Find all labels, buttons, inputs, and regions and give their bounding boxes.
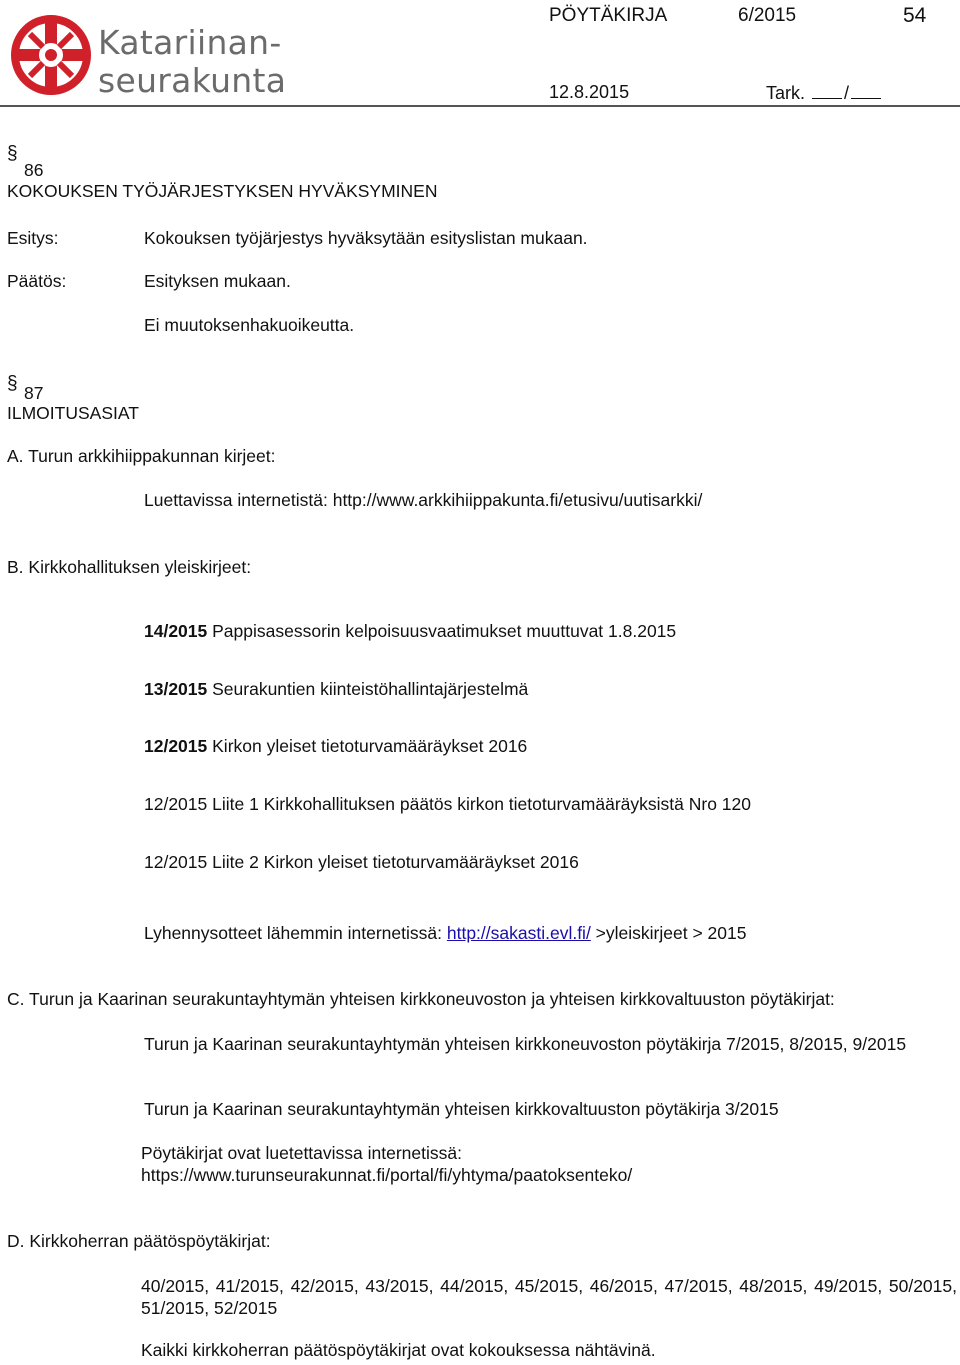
paatos-text: Esityksen mukaan.	[144, 271, 291, 291]
section-86-title: KOKOUKSEN TYÖJÄRJESTYKSEN HYVÄKSYMINEN	[7, 181, 438, 201]
item-text: 12/2015 Liite 1 Kirkkohallituksen päätös kirkon tietoturvamääräyksistä Nro 120	[144, 794, 751, 814]
item-text: Pappisasessorin kelpoisuusvaatimukset muuttuvat 1.8.2015	[207, 621, 677, 641]
item-number: 13/2015	[144, 679, 208, 699]
header-divider	[0, 105, 960, 107]
section-87-title: ILMOITUSASIAT	[7, 403, 139, 423]
page-number: 54	[903, 4, 927, 27]
esitys-label: Esitys:	[7, 228, 59, 248]
heading-b: B. Kirkkohallituksen yleiskirjeet:	[7, 557, 252, 577]
list-item	[144, 621, 676, 642]
list-item	[144, 679, 528, 700]
heading-d-text-2: Kaikki kirkkoherran päätöspöytäkirjat ovat kokouksessa nähtävinä.	[141, 1340, 656, 1360]
sakasti-suffix: >yleiskirjeet > 2015	[590, 923, 747, 943]
list-item	[144, 852, 579, 873]
tark-label: Tark.	[766, 83, 806, 103]
tark-separator: /	[844, 83, 850, 103]
logo-wordmark	[98, 24, 286, 100]
tark-blank-2	[851, 82, 881, 99]
heading-c-text-3a: Pöytäkirjat ovat luetettavissa internetissä:	[141, 1143, 462, 1163]
esitys-text: Kokouksen työjärjestys hyväksytään esityslistan mukaan.	[144, 228, 588, 248]
sakasti-line	[144, 923, 746, 944]
doc-number: 6/2015	[738, 5, 797, 26]
list-item	[144, 736, 527, 757]
section-87-number: 87	[24, 383, 44, 403]
sakasti-link[interactable]: http://sakasti.evl.fi/	[446, 923, 591, 943]
logo-line-1: Katariinan-	[98, 23, 282, 62]
item-text: Kirkon yleiset tietoturvamääräykset 2016	[207, 736, 528, 756]
sakasti-prefix: Lyhennysotteet lähemmin internetissä:	[144, 923, 447, 943]
heading-c-text-1: Turun ja Kaarinan seurakuntayhtymän yhteisen kirkkoneuvoston pöytäkirja 7/2015, 8/2015, 9/2015	[144, 1034, 907, 1054]
tark-field	[766, 82, 883, 105]
section-86-number: 86	[24, 160, 44, 180]
section-sign-86: §	[7, 143, 18, 164]
item-number: 12/2015	[144, 736, 208, 756]
parish-logo-icon	[10, 14, 92, 96]
paatos-label: Päätös:	[7, 271, 67, 291]
section-sign-87: §	[7, 373, 18, 394]
doc-date: 12.8.2015	[549, 82, 630, 102]
item-text: 12/2015 Liite 2 Kirkon yleiset tietoturvamääräykset 2016	[144, 852, 579, 872]
item-text: Seurakuntien kiinteistöhallintajärjestelmä	[207, 679, 529, 699]
item-number: 14/2015	[144, 621, 208, 641]
list-item	[144, 794, 751, 815]
heading-a-text: Luettavissa internetistä: http://www.arkkihiippakunta.fi/etusivu/uutisarkki/	[144, 490, 703, 510]
doc-type: PÖYTÄKIRJA	[549, 5, 668, 26]
heading-c: C. Turun ja Kaarinan seurakuntayhtymän yhteisen kirkkoneuvoston ja yhteisen kirkkovaltuuston pöytäkirjat:	[7, 989, 835, 1009]
heading-a: A. Turun arkkihiippakunnan kirjeet:	[7, 446, 276, 466]
logo-line-2: seurakunta	[98, 61, 287, 100]
heading-d-text-1: 40/2015, 41/2015, 42/2015, 43/2015, 44/2015, 45/2015, 46/2015, 47/2015, 48/2015, 49/2015, 50/2015, 51/2015, 52/2015	[141, 1276, 957, 1318]
heading-c-text-3b: https://www.turunseurakunnat.fi/portal/fi/yhtyma/paatoksenteko/	[141, 1165, 633, 1185]
heading-d: D. Kirkkoherran päätöspöytäkirjat:	[7, 1231, 271, 1251]
appeal-note: Ei muutoksenhakuoikeutta.	[144, 315, 355, 335]
heading-c-text-2: Turun ja Kaarinan seurakuntayhtymän yhteisen kirkkovaltuuston pöytäkirja 3/2015	[144, 1099, 779, 1119]
tark-blank-1	[812, 82, 842, 99]
